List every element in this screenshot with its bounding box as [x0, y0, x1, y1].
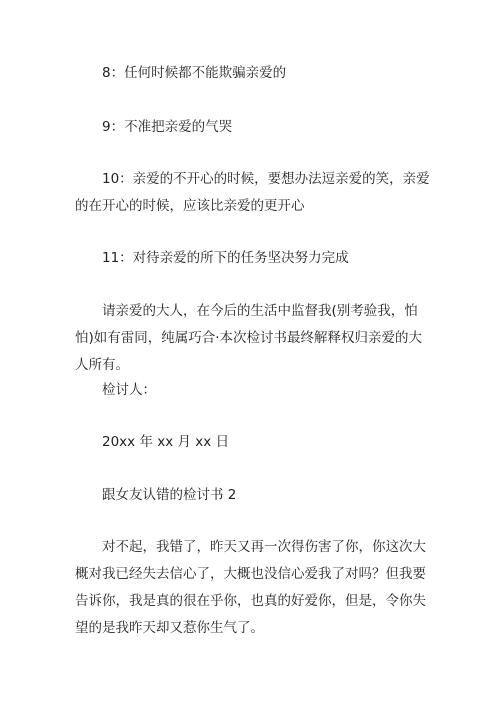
reviewer-label: 检讨人：: [102, 382, 156, 398]
signature-date: 20xx 年 xx 月 xx 日: [102, 434, 230, 450]
section-title: 跟女友认错的检讨书 2: [102, 487, 237, 503]
rule-item-9: 9：不准把亲爱的气哭: [102, 119, 233, 135]
rule-item-10: 10：亲爱的不开心的时候，要想办法逗亲爱的笑，亲爱的在开心的时候，应该比亲爱的更开心: [75, 171, 430, 214]
rule-item-11: 11：对待亲爱的所下的任务坚决努力完成: [102, 250, 349, 266]
rule-item-8: 8：任何时候都不能欺骗亲爱的: [102, 65, 287, 81]
supervision-paragraph: 请亲爱的大人，在今后的生活中监督我(别考验我，怕怕)如有雷同，纯属巧合·本次检讨书最终解释权归亲爱的大人所有。: [75, 303, 423, 373]
apology-paragraph: 对不起，我错了，昨天又再一次得伤害了你，你这次大概对我已经失去信心了，大概也没信心爱我了对吗？但我要告诉你，我是真的很在乎你，也真的好爱你，但是，令你失望的是我昨天却又惹你生气了。: [75, 539, 426, 636]
